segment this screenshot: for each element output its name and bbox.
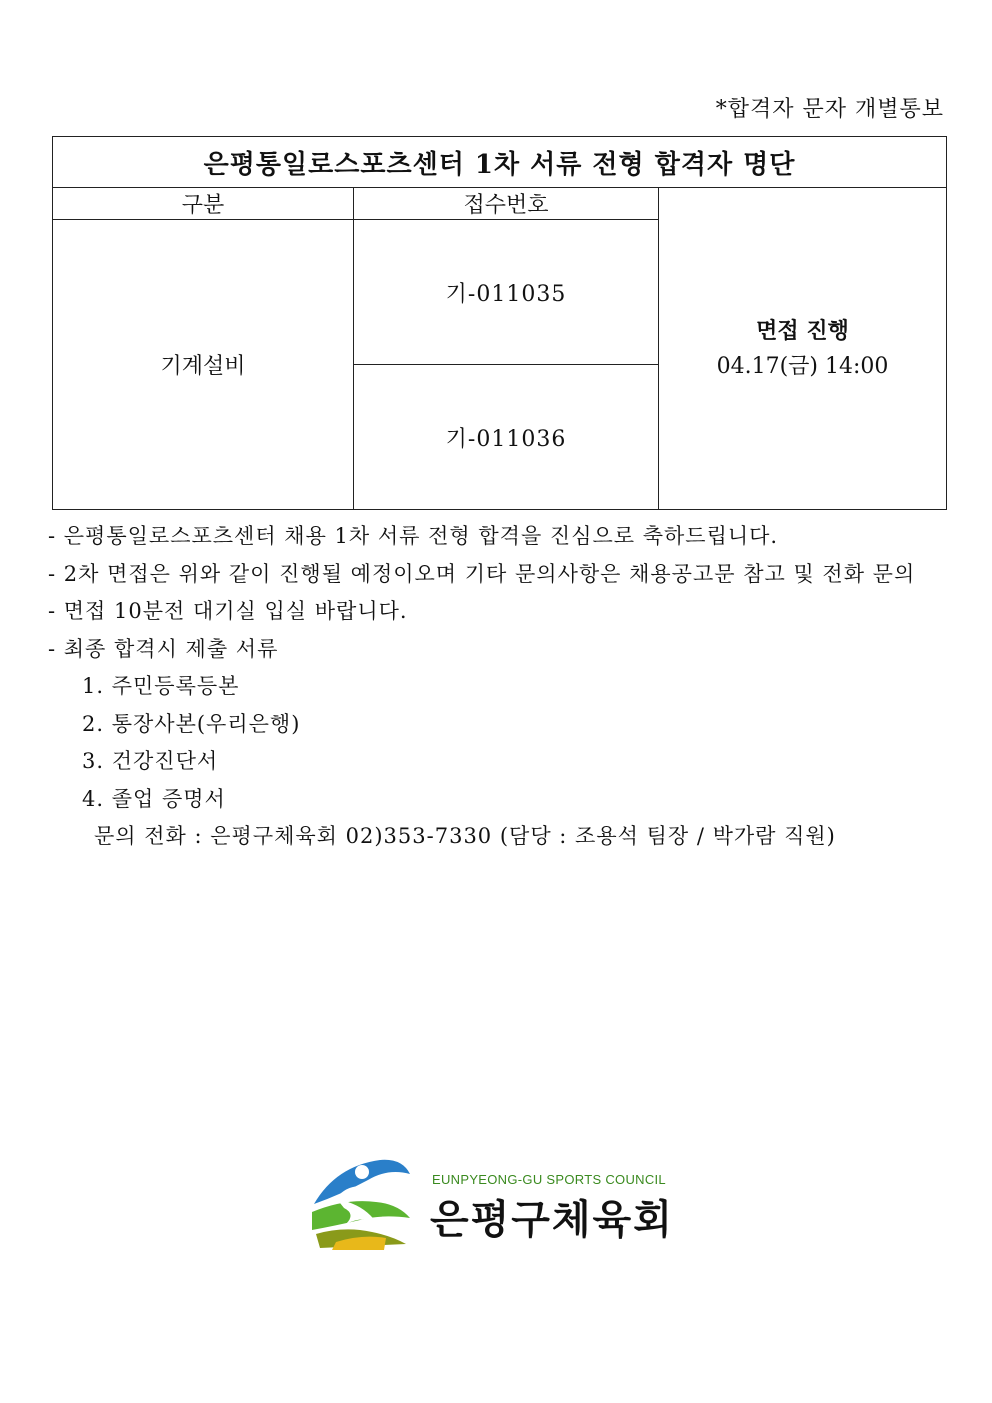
note-interview: - 2차 면접은 위와 같이 진행될 예정이오며 기타 문의사항은 채용공고문 참고 및 전화 문의 [48,561,916,586]
result-table [52,136,947,510]
interview-time: 04.17(금) 14:00 [716,353,889,379]
note-waiting-room: - 면접 10분전 대기실 입실 바랍니다. [48,599,408,623]
council-logo [306,1152,676,1252]
table-title-row [53,137,947,188]
table-title: 은평통일로스포츠센터 1차 서류 전형 합격자 명단 [53,137,947,188]
interview-label: 면접 진행 [756,317,849,344]
contact-info: 문의 전화 : 은평구체육회 02)353-7330 (담당 : 조용석 팀장 / 박가람 직원) [94,824,836,848]
table-header-row [53,188,947,220]
division-cell: 기계설비 [53,220,354,510]
header-receipt: 접수번호 [354,188,659,220]
note-documents: - 최종 합격시 제출 서류 [48,636,279,661]
document-item: 2. 통장사본(우리은행) [82,711,301,736]
notice-text: *합격자 문자 개별통보 [715,97,944,122]
logo-korean-text: 은평구체육회 [430,1197,674,1243]
document-item: 3. 건강진단서 [82,749,219,773]
document-item: 4. 졸업 증명서 [82,786,226,811]
receipt-number: 기-011036 [354,365,659,510]
interview-cell [659,188,947,510]
notes-section [48,518,948,856]
header-division: 구분 [53,188,354,220]
logo-english-text: EUNPYEONG-GU SPORTS COUNCIL [432,1172,666,1187]
runner-emblem-icon [306,1152,416,1252]
note-congrats: - 은평통일로스포츠센터 채용 1차 서류 전형 합격을 진심으로 축하드립니다. [48,524,779,548]
document-item: 1. 주민등록등본 [82,674,240,698]
receipt-number: 기-011035 [354,220,659,365]
